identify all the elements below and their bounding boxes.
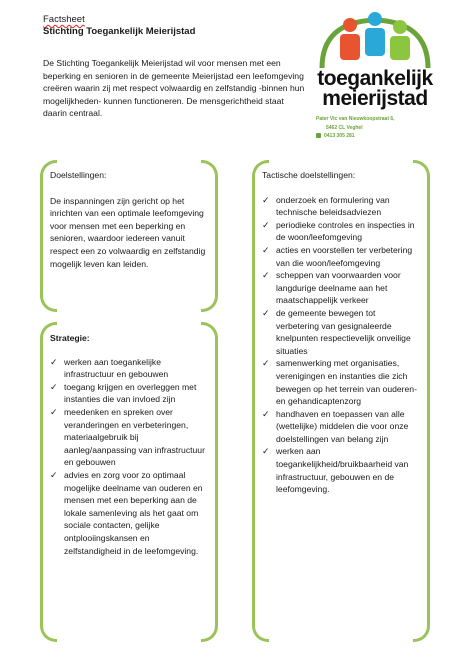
address-phone: 0413 305 281 — [324, 133, 355, 139]
check-icon: ✓ — [50, 469, 58, 480]
strategie-list — [50, 356, 208, 558]
list-item — [262, 307, 420, 357]
list-item — [50, 406, 208, 469]
tactische-doelstellingen-box — [252, 160, 430, 642]
list-item-text: samenwerking met organisaties, verenigingen en instanties die zich bewegen op het terrein van ouderen- en gehandicaptenzorg — [276, 358, 417, 407]
list-item — [262, 194, 420, 219]
list-item — [262, 445, 420, 495]
check-icon: ✓ — [262, 408, 270, 419]
strategie-box — [40, 322, 218, 642]
list-item-text: werken aan toegankelijkheid/bruikbaarheid van infrastructuur, gebouwen en de leefomgeving. — [276, 446, 409, 495]
tactische-list — [262, 194, 420, 496]
list-item — [262, 408, 420, 446]
strategie-content — [50, 332, 208, 557]
check-icon: ✓ — [262, 244, 270, 255]
check-icon: ✓ — [50, 356, 58, 367]
check-icon: ✓ — [262, 270, 270, 281]
logo-name-line1: toegankelijk — [317, 67, 433, 90]
document-subtitle: Stichting Toegankelijk Meierijstad — [43, 26, 196, 37]
organization-logo — [300, 8, 450, 143]
intro-paragraph: De Stichting Toegankelijk Meierijstad wil voor mensen met een beperking en senioren in de gemeente Meierijstad een leefomgeving creëren waarin zij met respect volwaardig en zelfstandig -binnen hun mogelijkheden- kunnen functioneren. De mensgerichtheid staat daarin centraal. — [43, 58, 305, 119]
phone-icon — [316, 133, 321, 138]
doelstellingen-content — [50, 169, 208, 270]
list-item-text: advies en zorg voor zo optimaal mogelijke deelname van ouderen en mensen met een beperking aan de lokale samenleving als het gaat om sociale contacten, gelijke ontplooiingskansen en zelfstandigheid in de leefomgeving. — [64, 469, 203, 556]
logo-name-line2: meierijstad — [322, 87, 428, 110]
document-title: Factsheet — [43, 14, 85, 25]
strategie-heading: Strategie: — [50, 333, 90, 343]
check-icon: ✓ — [262, 446, 270, 457]
list-item — [50, 356, 208, 381]
list-item — [262, 357, 420, 407]
document-title-block — [43, 14, 195, 38]
list-item-text: onderzoek en formulering van technische beleidsadviezen — [276, 194, 390, 218]
address-postal: 5462 CL Veghel — [326, 124, 363, 131]
tactische-content — [262, 169, 420, 496]
list-item-text: werken aan toegankelijke infrastructuur en gebouwen — [64, 356, 169, 380]
doelstellingen-heading: Doelstellingen: — [50, 170, 107, 180]
address-phone-row — [316, 132, 395, 141]
check-icon: ✓ — [50, 381, 58, 392]
list-item-text: periodieke controles en inspecties in de woon/leefomgeving — [276, 219, 415, 243]
logo-address — [316, 115, 395, 141]
doelstellingen-text: De inspanningen zijn gericht op het inrichten van een optimale leefomgeving voor mensen met een beperking en senioren, waardoor iedereen vanuit respect een zo volwaardig en zelfstandig mogelijk leven kan leiden. — [50, 195, 206, 269]
check-icon: ✓ — [262, 219, 270, 230]
list-item — [262, 244, 420, 269]
check-icon: ✓ — [262, 358, 270, 369]
check-icon: ✓ — [262, 307, 270, 318]
list-item — [262, 219, 420, 244]
list-item — [50, 469, 208, 557]
doelstellingen-box — [40, 160, 218, 312]
list-item-text: toegang krijgen en overleggen met instanties die van invloed zijn — [64, 381, 197, 405]
list-item — [262, 269, 420, 307]
check-icon: ✓ — [262, 194, 270, 205]
list-item-text: acties en voorstellen ter verbetering van die woon/leefomgeving — [276, 244, 413, 268]
check-icon: ✓ — [50, 406, 58, 417]
address-street: Pater Vic van Nieuwkoopstraat 6, — [316, 116, 395, 122]
list-item-text: scheppen van voorwaarden voor langdurige deelname aan het maatschappelijk verkeer — [276, 270, 401, 306]
list-item — [50, 381, 208, 406]
list-item-text: meedenken en spreken over veranderingen en verbeteringen, materiaalgebruik bij aanleg/aanpassing van infrastructuur en gebouwen — [64, 406, 205, 468]
list-item-text: handhaven en toepassen van alle (wettelijke) middelen die voor onze doelstellingen van belang zijn — [276, 408, 409, 444]
logo-figures-icon — [308, 8, 442, 70]
list-item-text: de gemeente bewegen tot verbetering van gesignaleerde knelpunten respectievelijk onveilige situaties — [276, 307, 411, 356]
tactische-heading: Tactische doelstellingen: — [262, 170, 356, 180]
